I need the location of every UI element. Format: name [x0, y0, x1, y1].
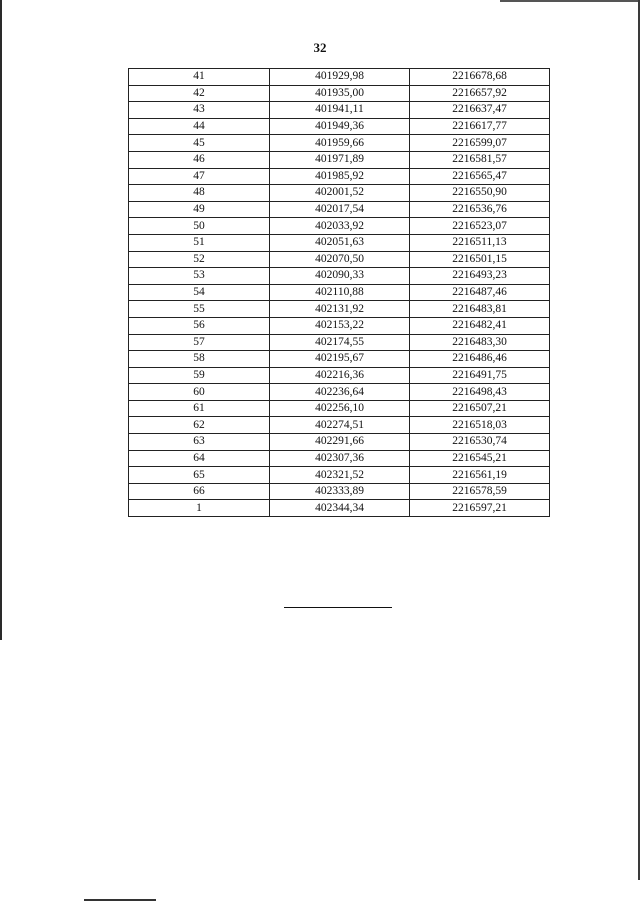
x-coordinate-cell: 401941,11	[270, 102, 410, 119]
table-row	[129, 417, 550, 434]
point-number-cell: 44	[129, 118, 270, 135]
table-row	[129, 151, 550, 168]
x-coordinate-cell: 402001,52	[270, 185, 410, 202]
y-coordinate-cell: 2216597,21	[410, 500, 550, 517]
table-row	[129, 450, 550, 467]
table-row	[129, 168, 550, 185]
y-coordinate-cell: 2216599,07	[410, 135, 550, 152]
x-coordinate-cell: 402033,92	[270, 218, 410, 235]
table-row	[129, 201, 550, 218]
y-coordinate-cell: 2216565,47	[410, 168, 550, 185]
y-coordinate-cell: 2216486,46	[410, 351, 550, 368]
y-coordinate-cell: 2216501,15	[410, 251, 550, 268]
x-coordinate-cell: 401959,66	[270, 135, 410, 152]
x-coordinate-cell: 402017,54	[270, 201, 410, 218]
coordinates-table-body	[129, 69, 550, 517]
y-coordinate-cell: 2216545,21	[410, 450, 550, 467]
point-number-cell: 66	[129, 483, 270, 500]
x-coordinate-cell: 402274,51	[270, 417, 410, 434]
y-coordinate-cell: 2216498,43	[410, 384, 550, 401]
table-row	[129, 268, 550, 285]
scan-bottom-mark	[84, 899, 156, 901]
y-coordinate-cell: 2216483,30	[410, 334, 550, 351]
x-coordinate-cell: 402256,10	[270, 400, 410, 417]
x-coordinate-cell: 401949,36	[270, 118, 410, 135]
x-coordinate-cell: 401935,00	[270, 85, 410, 102]
point-number-cell: 46	[129, 151, 270, 168]
point-number-cell: 42	[129, 85, 270, 102]
table-row	[129, 434, 550, 451]
y-coordinate-cell: 2216487,46	[410, 284, 550, 301]
point-number-cell: 53	[129, 268, 270, 285]
y-coordinate-cell: 2216493,23	[410, 268, 550, 285]
point-number-cell: 59	[129, 367, 270, 384]
x-coordinate-cell: 402321,52	[270, 467, 410, 484]
x-coordinate-cell: 402174,55	[270, 334, 410, 351]
x-coordinate-cell: 401929,98	[270, 69, 410, 86]
x-coordinate-cell: 402344,34	[270, 500, 410, 517]
table-row	[129, 367, 550, 384]
point-number-cell: 51	[129, 234, 270, 251]
y-coordinate-cell: 2216491,75	[410, 367, 550, 384]
point-number-cell: 45	[129, 135, 270, 152]
table-row	[129, 384, 550, 401]
x-coordinate-cell: 402051,63	[270, 234, 410, 251]
y-coordinate-cell: 2216657,92	[410, 85, 550, 102]
y-coordinate-cell: 2216536,76	[410, 201, 550, 218]
y-coordinate-cell: 2216523,07	[410, 218, 550, 235]
point-number-cell: 64	[129, 450, 270, 467]
y-coordinate-cell: 2216482,41	[410, 317, 550, 334]
point-number-cell: 55	[129, 301, 270, 318]
table-row	[129, 317, 550, 334]
table-row	[129, 85, 550, 102]
point-number-cell: 47	[129, 168, 270, 185]
y-coordinate-cell: 2216530,74	[410, 434, 550, 451]
table-row	[129, 483, 550, 500]
point-number-cell: 62	[129, 417, 270, 434]
y-coordinate-cell: 2216678,68	[410, 69, 550, 86]
y-coordinate-cell: 2216637,47	[410, 102, 550, 119]
table-row	[129, 334, 550, 351]
x-coordinate-cell: 402236,64	[270, 384, 410, 401]
point-number-cell: 41	[129, 69, 270, 86]
table-row	[129, 185, 550, 202]
table-row	[129, 500, 550, 517]
point-number-cell: 49	[129, 201, 270, 218]
scan-edge-top	[500, 0, 640, 2]
x-coordinate-cell: 402291,66	[270, 434, 410, 451]
table-row	[129, 284, 550, 301]
point-number-cell: 56	[129, 317, 270, 334]
y-coordinate-cell: 2216518,03	[410, 417, 550, 434]
table-row	[129, 69, 550, 86]
scan-edge-left	[0, 0, 2, 640]
point-number-cell: 52	[129, 251, 270, 268]
point-number-cell: 57	[129, 334, 270, 351]
x-coordinate-cell: 402131,92	[270, 301, 410, 318]
point-number-cell: 43	[129, 102, 270, 119]
point-number-cell: 61	[129, 400, 270, 417]
table-row	[129, 118, 550, 135]
x-coordinate-cell: 402153,22	[270, 317, 410, 334]
y-coordinate-cell: 2216578,59	[410, 483, 550, 500]
y-coordinate-cell: 2216561,19	[410, 467, 550, 484]
x-coordinate-cell: 401985,92	[270, 168, 410, 185]
x-coordinate-cell: 402195,67	[270, 351, 410, 368]
x-coordinate-cell: 402307,36	[270, 450, 410, 467]
y-coordinate-cell: 2216507,21	[410, 400, 550, 417]
point-number-cell: 50	[129, 218, 270, 235]
table-row	[129, 351, 550, 368]
page-number: 32	[313, 40, 327, 55]
y-coordinate-cell: 2216581,57	[410, 151, 550, 168]
x-coordinate-cell: 402090,33	[270, 268, 410, 285]
y-coordinate-cell: 2216550,90	[410, 185, 550, 202]
x-coordinate-cell: 401971,89	[270, 151, 410, 168]
table-row	[129, 301, 550, 318]
table-row	[129, 251, 550, 268]
table-row	[129, 102, 550, 119]
y-coordinate-cell: 2216511,13	[410, 234, 550, 251]
point-number-cell: 54	[129, 284, 270, 301]
x-coordinate-cell: 402110,88	[270, 284, 410, 301]
point-number-cell: 1	[129, 500, 270, 517]
point-number-cell: 60	[129, 384, 270, 401]
table-row	[129, 218, 550, 235]
point-number-cell: 48	[129, 185, 270, 202]
point-number-cell: 65	[129, 467, 270, 484]
point-number-cell: 58	[129, 351, 270, 368]
table-row	[129, 400, 550, 417]
end-of-table-rule	[284, 607, 392, 608]
point-number-cell: 63	[129, 434, 270, 451]
table-row	[129, 135, 550, 152]
x-coordinate-cell: 402070,50	[270, 251, 410, 268]
coordinates-table	[128, 68, 550, 517]
table-row	[129, 234, 550, 251]
x-coordinate-cell: 402216,36	[270, 367, 410, 384]
y-coordinate-cell: 2216617,77	[410, 118, 550, 135]
x-coordinate-cell: 402333,89	[270, 483, 410, 500]
table-row	[129, 467, 550, 484]
y-coordinate-cell: 2216483,81	[410, 301, 550, 318]
